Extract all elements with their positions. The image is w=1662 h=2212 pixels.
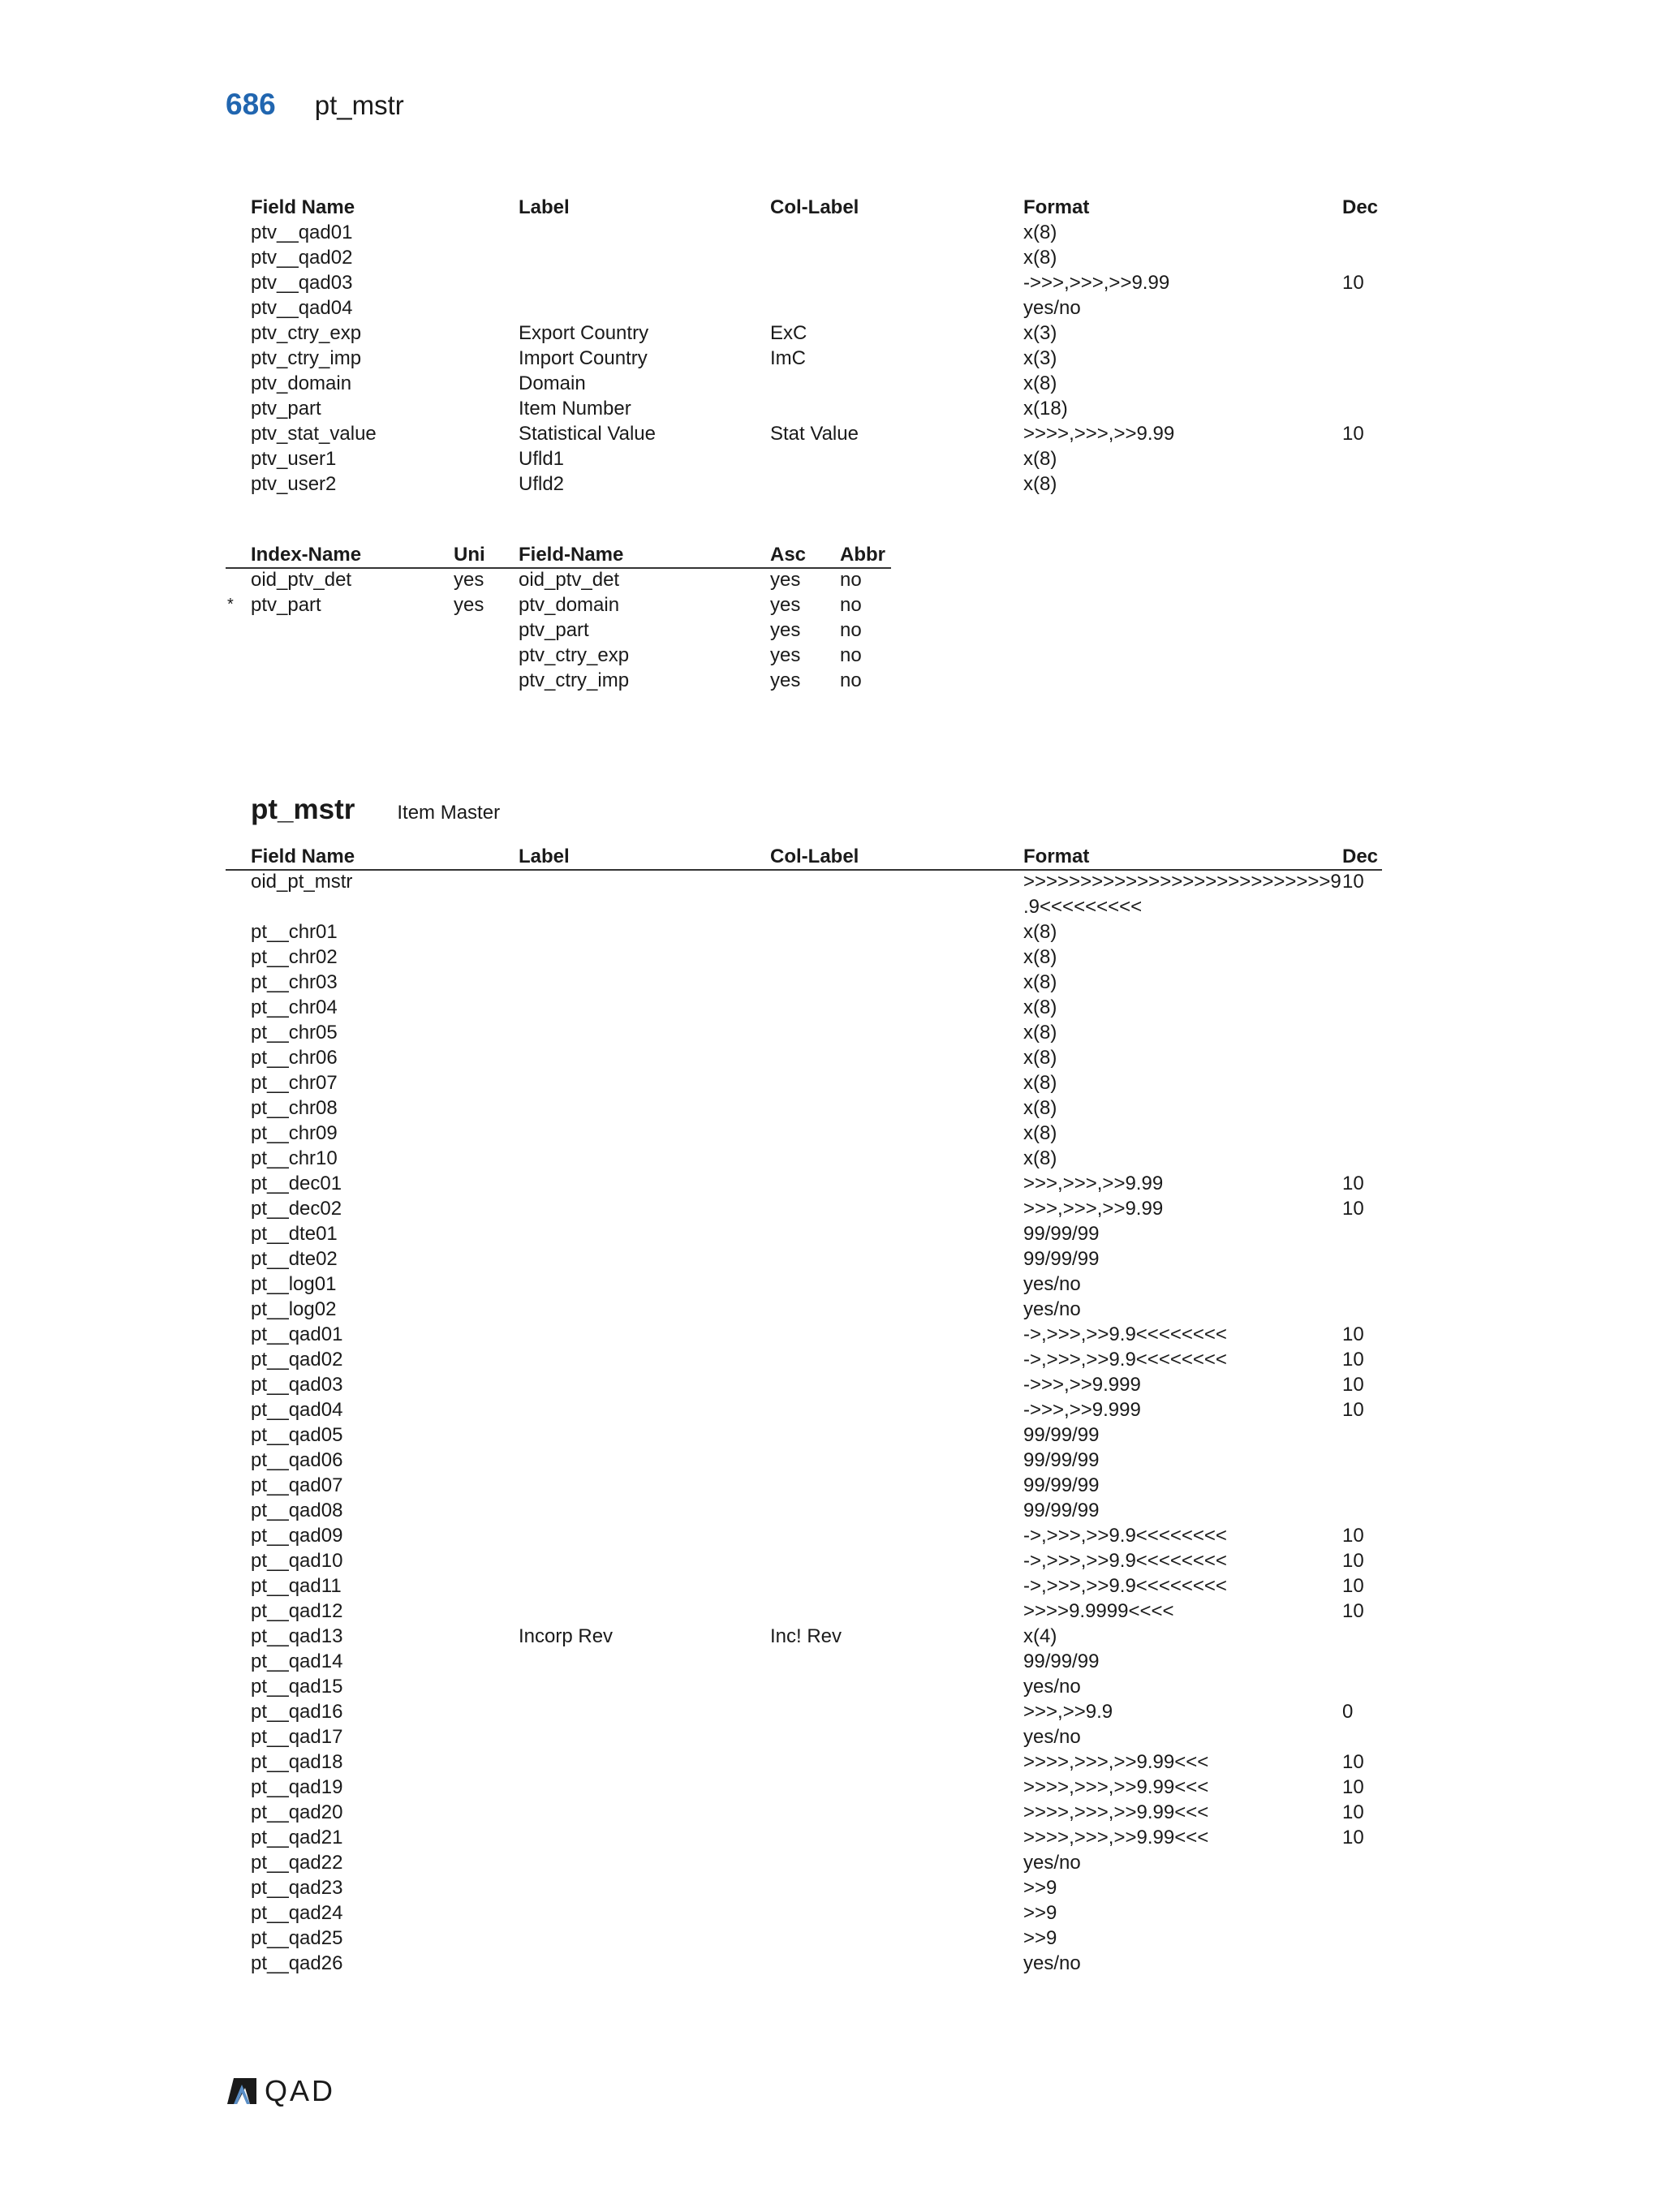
format-cell: yes/no — [1023, 297, 1081, 319]
table-row — [226, 1599, 1382, 1624]
dec-cell: 10 — [1342, 1374, 1364, 1396]
format-cell: x(8) — [1023, 473, 1057, 495]
field-name-cell: pt__qad13 — [251, 1625, 343, 1647]
label-cell: Item Number — [519, 398, 631, 420]
abbreviated-cell: no — [840, 594, 862, 616]
format-cell: x(8) — [1023, 1072, 1057, 1094]
field-name-cell: ptv_ctry_exp — [251, 322, 362, 344]
ascending-cell: yes — [770, 594, 801, 616]
table-row — [226, 1020, 1382, 1045]
field-name-cell: pt__qad01 — [251, 1323, 343, 1345]
header-uni: Uni — [454, 544, 485, 566]
index-name-cell: ptv_part — [251, 594, 321, 616]
dec-cell: 10 — [1342, 272, 1364, 294]
table-row — [226, 321, 1382, 346]
field-name-cell: ptv_part — [251, 398, 321, 420]
field-name-cell: pt__chr03 — [251, 971, 338, 993]
field-name-cell: ptv__qad03 — [251, 272, 353, 294]
format-cell: >>>>,>>>,>>9.99<<< — [1023, 1776, 1209, 1798]
format-cell: 99/99/99 — [1023, 1650, 1100, 1672]
dec-cell: 10 — [1342, 1600, 1364, 1622]
field-name-cell: pt__qad15 — [251, 1676, 343, 1698]
format-cell: 99/99/99 — [1023, 1449, 1100, 1471]
table-row — [226, 295, 1382, 321]
abbreviated-cell: no — [840, 669, 862, 691]
table-row — [226, 421, 1382, 446]
field-name-cell: ptv_ctry_exp — [519, 644, 630, 666]
field-name-cell: pt__dec02 — [251, 1198, 342, 1220]
table-row — [226, 668, 891, 693]
logo-text: QAD — [265, 2074, 336, 2107]
table-row — [226, 1523, 1382, 1548]
table-row — [226, 446, 1382, 471]
table-row — [226, 1649, 1382, 1674]
field-name-cell: pt__qad25 — [251, 1927, 343, 1949]
field-name-cell: pt__qad10 — [251, 1550, 343, 1572]
format-cell: yes/no — [1023, 1273, 1081, 1295]
table-row — [226, 220, 1382, 245]
field-name-cell: pt__chr10 — [251, 1147, 338, 1169]
table-row — [226, 1221, 1382, 1246]
field-name-cell: ptv_part — [519, 619, 589, 641]
table-row — [226, 270, 1382, 295]
table-row — [226, 1674, 1382, 1699]
format-cell: x(8) — [1023, 946, 1057, 968]
table-row — [226, 1875, 1382, 1900]
format-cell: x(8) — [1023, 1097, 1057, 1119]
ascending-cell: yes — [770, 569, 801, 591]
format-cell: >>>>,>>>,>>9.99 — [1023, 423, 1175, 445]
field-name-cell: pt__qad14 — [251, 1650, 343, 1672]
format-cell: yes/no — [1023, 1726, 1081, 1748]
field-name-cell: pt__qad05 — [251, 1424, 343, 1446]
field-name-cell: pt__chr07 — [251, 1072, 338, 1094]
format-cell: x(8) — [1023, 372, 1057, 394]
label-cell: Ufld1 — [519, 448, 565, 470]
format-cell: x(8) — [1023, 971, 1057, 993]
table-row — [226, 346, 1382, 371]
field-name-cell: pt__chr09 — [251, 1122, 338, 1144]
field-name-cell: pt__qad24 — [251, 1902, 343, 1924]
table-row — [226, 945, 1382, 970]
table-row — [226, 1498, 1382, 1523]
field-name-cell: ptv__qad01 — [251, 222, 353, 243]
table-header-row — [226, 542, 891, 567]
format-cell: >>>>,>>>,>>9.99<<< — [1023, 1827, 1209, 1848]
format-cell: ->,>>>,>>9.9<<<<<<<< — [1023, 1349, 1227, 1371]
field-name-cell: ptv_ctry_imp — [519, 669, 630, 691]
field-name-cell: oid_ptv_det — [519, 569, 620, 591]
label-cell: Ufld2 — [519, 473, 565, 495]
field-name-cell: ptv_stat_value — [251, 423, 377, 445]
format-cell: >>>>,>>>,>>9.99<<< — [1023, 1751, 1209, 1773]
table-row — [226, 1548, 1382, 1573]
table-row — [226, 1146, 1382, 1171]
format-cell: x(8) — [1023, 448, 1057, 470]
field-name-cell: ptv_domain — [251, 372, 352, 394]
dec-cell: 10 — [1342, 1198, 1364, 1220]
ascending-cell: yes — [770, 644, 801, 666]
label-cell: Incorp Rev — [519, 1625, 614, 1647]
header-field-name: Field-Name — [519, 544, 624, 566]
abbreviated-cell: no — [840, 569, 862, 591]
table-row — [226, 869, 1382, 894]
primary-index-marker: * — [227, 596, 234, 613]
format-cell: yes/no — [1023, 1676, 1081, 1698]
table-row — [226, 1272, 1382, 1297]
header-field-name: Field Name — [251, 196, 355, 218]
field-name-cell: pt__qad12 — [251, 1600, 343, 1622]
table-row — [226, 1372, 1382, 1397]
format-cell: x(8) — [1023, 1122, 1057, 1144]
table-row — [226, 643, 891, 668]
index-name-cell: oid_ptv_det — [251, 569, 352, 591]
format-cell: >>>>>>>>>>>>>>>>>>>>>>>>>>>9 — [1023, 871, 1341, 893]
table-row — [226, 1926, 1382, 1951]
field-name-cell: pt__qad07 — [251, 1474, 343, 1496]
dec-cell: 10 — [1342, 1751, 1364, 1773]
field-name-cell: pt__qad26 — [251, 1952, 343, 1974]
format-cell: 99/99/99 — [1023, 1248, 1100, 1270]
field-name-cell: pt__qad08 — [251, 1500, 343, 1521]
format-cell: ->,>>>,>>9.9<<<<<<<< — [1023, 1525, 1227, 1547]
header-label: Label — [519, 846, 570, 867]
format-cell-continuation: .9<<<<<<<<< — [1023, 896, 1143, 918]
ascending-cell: yes — [770, 619, 801, 641]
table-row-continuation — [226, 894, 1382, 919]
ptv-field-table — [226, 195, 1382, 495]
dec-cell: 10 — [1342, 1550, 1364, 1572]
field-name-cell: oid_pt_mstr — [251, 871, 353, 893]
dec-cell: 10 — [1342, 1776, 1364, 1798]
table-row — [226, 1900, 1382, 1926]
table-row — [226, 1850, 1382, 1875]
abbreviated-cell: no — [840, 619, 862, 641]
dec-cell: 0 — [1342, 1701, 1354, 1723]
section-heading — [251, 794, 500, 826]
header-abbr: Abbr — [840, 544, 885, 566]
format-cell: 99/99/99 — [1023, 1424, 1100, 1446]
dec-cell: 10 — [1342, 871, 1364, 893]
format-cell: >>9 — [1023, 1877, 1057, 1899]
field-name-cell: pt__dte02 — [251, 1248, 338, 1270]
format-cell: 99/99/99 — [1023, 1223, 1100, 1245]
field-name-cell: pt__qad20 — [251, 1801, 343, 1823]
abbreviated-cell: no — [840, 644, 862, 666]
table-row — [226, 1171, 1382, 1196]
table-row — [226, 396, 1382, 421]
table-header-row — [226, 195, 1382, 220]
header-col-label: Col-Label — [770, 846, 859, 867]
qad-logo — [226, 2074, 335, 2108]
page-number: 686 — [226, 88, 276, 121]
table-row — [226, 1800, 1382, 1825]
table-row — [226, 1775, 1382, 1800]
format-cell: >>9 — [1023, 1927, 1057, 1949]
label-cell: Statistical Value — [519, 423, 656, 445]
field-name-cell: pt__qad11 — [251, 1575, 342, 1597]
format-cell: x(18) — [1023, 398, 1068, 420]
table-row — [226, 1121, 1382, 1146]
format-cell: >>>,>>9.9 — [1023, 1701, 1113, 1723]
table-row — [226, 1825, 1382, 1850]
unique-cell: yes — [454, 569, 484, 591]
field-name-cell: pt__qad18 — [251, 1751, 343, 1773]
table-row — [226, 1322, 1382, 1347]
field-name-cell: ptv__qad04 — [251, 297, 353, 319]
format-cell: yes/no — [1023, 1298, 1081, 1320]
format-cell: ->>>,>>9.999 — [1023, 1399, 1141, 1421]
format-cell: x(8) — [1023, 1022, 1057, 1044]
field-name-cell: pt__chr04 — [251, 996, 338, 1018]
col-label-cell: ImC — [770, 347, 806, 369]
field-name-cell: ptv__qad02 — [251, 247, 353, 269]
field-name-cell: pt__log01 — [251, 1273, 337, 1295]
page-title: pt_mstr — [314, 90, 404, 120]
dec-cell: 10 — [1342, 1349, 1364, 1371]
field-name-cell: pt__dec01 — [251, 1173, 342, 1194]
format-cell: 99/99/99 — [1023, 1500, 1100, 1521]
field-name-cell: pt__chr01 — [251, 921, 338, 943]
format-cell: x(3) — [1023, 322, 1057, 344]
header-asc: Asc — [770, 544, 807, 566]
section-name: pt_mstr — [251, 794, 355, 825]
header-index-name: Index-Name — [251, 544, 362, 566]
table-row — [226, 592, 891, 618]
field-name-cell: pt__qad02 — [251, 1349, 343, 1371]
dec-cell: 10 — [1342, 1323, 1364, 1345]
field-name-cell: pt__dte01 — [251, 1223, 338, 1245]
field-name-cell: pt__qad19 — [251, 1776, 343, 1798]
ptv-index-table — [226, 542, 891, 691]
table-row — [226, 1297, 1382, 1322]
label-cell: Domain — [519, 372, 586, 394]
field-name-cell: pt__qad03 — [251, 1374, 343, 1396]
dec-cell: 10 — [1342, 1399, 1364, 1421]
field-name-cell: pt__qad06 — [251, 1449, 343, 1471]
unique-cell: yes — [454, 594, 484, 616]
field-name-cell: pt__qad09 — [251, 1525, 343, 1547]
table-row — [226, 1951, 1382, 1976]
header-dec: Dec — [1342, 196, 1379, 218]
format-cell: x(8) — [1023, 247, 1057, 269]
format-cell: 99/99/99 — [1023, 1474, 1100, 1496]
table-row — [226, 1749, 1382, 1775]
field-name-cell: pt__chr08 — [251, 1097, 338, 1119]
field-name-cell: pt__log02 — [251, 1298, 337, 1320]
table-row — [226, 1573, 1382, 1599]
table-row — [226, 618, 891, 643]
dec-cell: 10 — [1342, 1173, 1364, 1194]
table-row — [226, 1397, 1382, 1422]
table-row — [226, 1095, 1382, 1121]
dec-cell: 10 — [1342, 1575, 1364, 1597]
header-label: Label — [519, 196, 570, 218]
format-cell: >>>>,>>>,>>9.99<<< — [1023, 1801, 1209, 1823]
format-cell: >>>,>>>,>>9.99 — [1023, 1173, 1164, 1194]
table-row — [226, 1448, 1382, 1473]
table-row — [226, 371, 1382, 396]
table-row — [226, 1196, 1382, 1221]
format-cell: ->,>>>,>>9.9<<<<<<<< — [1023, 1575, 1227, 1597]
table-row — [226, 1422, 1382, 1448]
field-name-cell: pt__qad04 — [251, 1399, 343, 1421]
table-row — [226, 1473, 1382, 1498]
format-cell: >>9 — [1023, 1902, 1057, 1924]
field-name-cell: pt__qad22 — [251, 1852, 343, 1874]
col-label-cell: Stat Value — [770, 423, 859, 445]
table-row — [226, 919, 1382, 945]
qad-logo-icon — [226, 2076, 258, 2106]
format-cell: x(8) — [1023, 1147, 1057, 1169]
table-row — [226, 1045, 1382, 1070]
field-name-cell: ptv_user1 — [251, 448, 337, 470]
format-cell: x(8) — [1023, 921, 1057, 943]
table-row — [226, 1624, 1382, 1649]
table-row — [226, 1724, 1382, 1749]
format-cell: >>>>9.9999<<<< — [1023, 1600, 1174, 1622]
format-cell: yes/no — [1023, 1952, 1081, 1974]
header-format: Format — [1023, 846, 1090, 867]
table-header-row — [226, 844, 1382, 869]
table-row — [226, 1347, 1382, 1372]
field-name-cell: pt__qad23 — [251, 1877, 343, 1899]
format-cell: ->,>>>,>>9.9<<<<<<<< — [1023, 1550, 1227, 1572]
label-cell: Import Country — [519, 347, 648, 369]
format-cell: x(8) — [1023, 996, 1057, 1018]
field-name-cell: ptv_user2 — [251, 473, 337, 495]
header-dec: Dec — [1342, 846, 1379, 867]
col-label-cell: Inc! Rev — [770, 1625, 842, 1647]
dec-cell: 10 — [1342, 1827, 1364, 1848]
header-field-name: Field Name — [251, 846, 355, 867]
format-cell: yes/no — [1023, 1852, 1081, 1874]
field-name-cell: pt__chr05 — [251, 1022, 338, 1044]
header-col-label: Col-Label — [770, 196, 859, 218]
format-cell: ->>>,>>9.999 — [1023, 1374, 1141, 1396]
ascending-cell: yes — [770, 669, 801, 691]
format-cell: ->>>,>>>,>>9.99 — [1023, 272, 1170, 294]
format-cell: x(8) — [1023, 1047, 1057, 1069]
table-row — [226, 1246, 1382, 1272]
table-row — [226, 970, 1382, 995]
field-name-cell: pt__qad16 — [251, 1701, 343, 1723]
field-name-cell: pt__qad17 — [251, 1726, 343, 1748]
format-cell: x(8) — [1023, 222, 1057, 243]
format-cell: x(3) — [1023, 347, 1057, 369]
format-cell: >>>,>>>,>>9.99 — [1023, 1198, 1164, 1220]
col-label-cell: ExC — [770, 322, 807, 344]
field-name-cell: pt__chr06 — [251, 1047, 338, 1069]
format-cell: ->,>>>,>>9.9<<<<<<<< — [1023, 1323, 1227, 1345]
dec-cell: 10 — [1342, 1801, 1364, 1823]
table-row — [226, 567, 891, 592]
field-name-cell: ptv_domain — [519, 594, 620, 616]
section-description: Item Master — [397, 802, 501, 824]
page-header — [226, 88, 404, 128]
field-name-cell: pt__qad21 — [251, 1827, 343, 1848]
field-name-cell: pt__chr02 — [251, 946, 338, 968]
table-row — [226, 1699, 1382, 1724]
header-format: Format — [1023, 196, 1090, 218]
format-cell: x(4) — [1023, 1625, 1057, 1647]
dec-cell: 10 — [1342, 423, 1364, 445]
table-row — [226, 245, 1382, 270]
label-cell: Export Country — [519, 322, 649, 344]
field-name-cell: ptv_ctry_imp — [251, 347, 362, 369]
table-row — [226, 1070, 1382, 1095]
pt-field-table — [226, 844, 1382, 1974]
table-row — [226, 471, 1382, 497]
table-row — [226, 995, 1382, 1020]
dec-cell: 10 — [1342, 1525, 1364, 1547]
